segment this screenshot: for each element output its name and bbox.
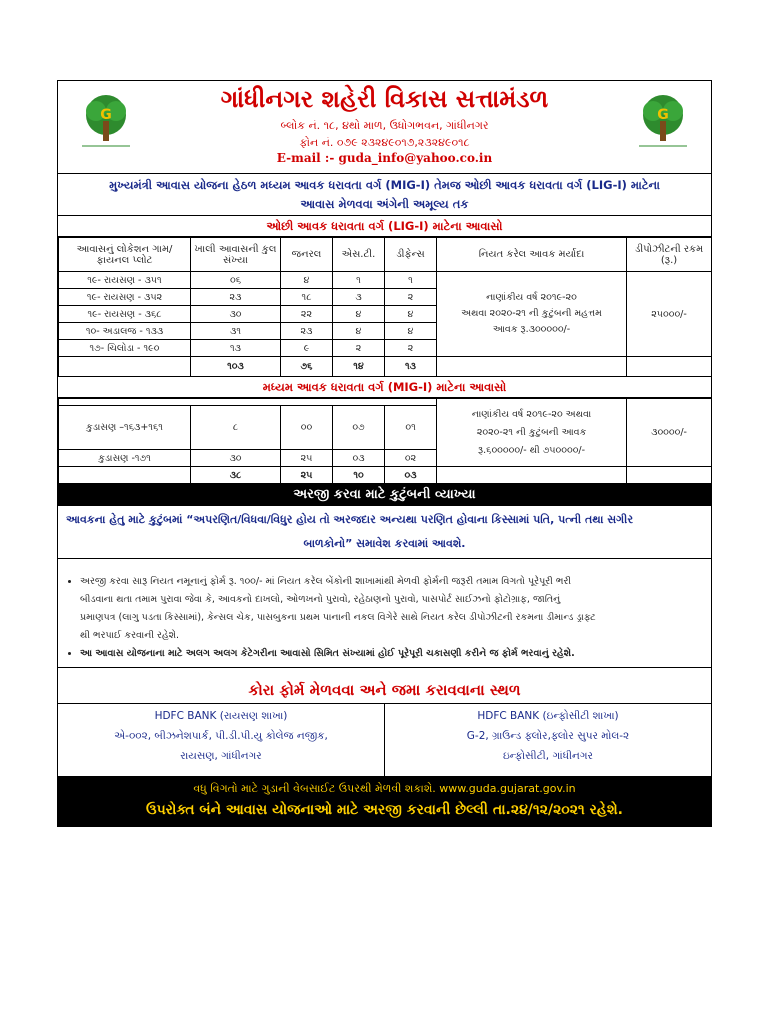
cell: ૧૦- અડાલજ - ૧૩૩ <box>59 323 191 340</box>
mig-income-limit <box>437 399 627 467</box>
cell: ૦૩ <box>385 467 437 484</box>
tree-logo-icon <box>74 91 138 163</box>
cell: ૩૧ <box>191 323 281 340</box>
cell: ૨૩ <box>191 289 281 306</box>
col-header-total: ખાલી આવાસની કુલ સંખ્યા <box>191 238 281 272</box>
cell: ૧૯- રાયસણ - ૩૬૮ <box>59 306 191 323</box>
income-line: ૨૦૨૦-૨૧ ની કુટુંબની આવક <box>476 426 587 438</box>
list-item <box>80 573 703 645</box>
col-header-st: એસ.ટી. <box>333 238 385 272</box>
form-place-title: કોરા ફોર્મ મેળવવા અને જમા કરાવવાના સ્થળ <box>58 677 711 704</box>
bank-city: ઇન્ફોસીટી, ગાંધીનગર <box>503 750 593 762</box>
lig-table <box>58 237 712 377</box>
cell: ૨૫ <box>281 450 333 467</box>
notice-document <box>57 80 712 827</box>
family-definition <box>58 506 711 559</box>
cell: ૨૩ <box>281 323 333 340</box>
lig-total-row <box>59 357 712 377</box>
bullet-line: થી ભરપાઈ કરવાની રહેશે. <box>80 629 180 641</box>
income-line: નાણાંકીય વર્ષ ૨૦૧૯-૨૦ અથવા <box>471 408 592 420</box>
cell: ૦૩ <box>333 450 385 467</box>
intro-text <box>58 174 711 216</box>
table-row <box>59 272 712 289</box>
cell: ૨ <box>385 289 437 306</box>
cell <box>437 357 627 377</box>
list-item: • આ આવાસ યોજનાના માટે અલગ અલગ કેટેગરીના આવાસો સિમિત સંખ્યામાં હોઈ પૂરેપૂરી ચકાસણી કરીને જ ફોર્મ ભરવાનું રહેશે. <box>80 645 703 663</box>
intro-line-1: મુખ્યમંત્રી આવાસ યોજના હેઠળ મધ્યમ આવક ધરાવતા વર્ગ (MIG-I) તેમજ ઓછી આવક ધરાવતા વર્ગ (LIG-I) માટેના <box>109 178 660 192</box>
cell: ૨ <box>333 340 385 357</box>
cell: ૪ <box>385 306 437 323</box>
col-header-location: આવાસનું લોકેશન ગામ/ ફાયનલ પ્લોટ <box>59 238 191 272</box>
svg-text:G: G <box>100 107 112 123</box>
header <box>58 81 711 174</box>
svg-text:G: G <box>657 107 669 123</box>
bank-name: HDFC BANK (ઇન્ફોસીટી શાખા) <box>477 710 619 722</box>
mig-deposit: ૩૦૦૦૦/- <box>627 399 712 467</box>
bank-raysan <box>58 704 385 776</box>
definition-line-2: બાળકોનો” સમાવેશ કરવામાં આવશે. <box>303 537 466 550</box>
cell <box>59 357 191 377</box>
col-header-deposit: ડીપોઝીટની રકમ (રૂ.) <box>627 238 712 272</box>
income-line: અથવા ૨૦૨૦-૨૧ ની કુટુંબની મહત્તમ <box>461 308 602 319</box>
cell: ૮ <box>191 406 281 450</box>
bank-address: G-2, ગ્રાઉન્ડ ફ્લોર,ફ્લોર સુપર મોલ-૨ <box>466 730 630 742</box>
cell: ૧૦ <box>333 467 385 484</box>
website-info[interactable]: વધુ વિગતો માટે ગુડાની વેબસાઈટ ઉપરથી મેળવી શકાશે. www.guda.gujarat.gov.in <box>193 782 576 795</box>
cell: ૦૦ <box>281 406 333 450</box>
spacer <box>59 399 437 406</box>
org-title: ગાંધીનગર શહેરી વિકાસ સત્તામંડળ <box>220 85 549 113</box>
cell: ૨ <box>385 340 437 357</box>
cell <box>627 357 712 377</box>
guda-logo-left <box>74 91 138 163</box>
footer <box>58 776 711 826</box>
bullet-line: પ્રમાણપત્ર (લાગુ પડતા કિસ્સામાં), કેન્સલ ચેક, પાસબુકના પ્રથમ પાનાની નકલ વિગેરે સાથે નિયત કરેલ ડીપોઝીટની રકમના ડીમાન્ડ ડ્રાફ્ટ <box>80 611 596 623</box>
cell: ૧૦૩ <box>191 357 281 377</box>
mig-table <box>58 398 712 484</box>
cell: ૧૩ <box>191 340 281 357</box>
bullet-line: બીડવાના થતા તમામ પુરાવા જેવા કે, આવકનો દાખલો, ઓળખનો પુરાવો, રહેઠાણનો પુરાવો, પાસપોર્ટ સાઈઝનો ફોટોગ્રાફ, જાતિનું <box>80 593 561 605</box>
cell: ૨૫ <box>281 467 333 484</box>
cell: ૭૬ <box>281 357 333 377</box>
cell: ૧૯- રાયસણ - ૩૫૧ <box>59 272 191 289</box>
lig-deposit: ૨૫૦૦૦/- <box>627 272 712 357</box>
family-definition-title: અરજી કરવા માટે કુટુંબની વ્યાખ્યા <box>58 484 711 506</box>
guda-logo-right <box>631 91 695 163</box>
cell: ૦૭ <box>333 406 385 450</box>
cell <box>437 467 627 484</box>
bank-address: એ-૦૦૨, બીઝનેશપાર્ક, પી.ડી.પી.યુ કોલેજ નજીક, <box>114 730 328 742</box>
mig-section-title: મધ્યમ આવક ધરાવતા વર્ગ (MIG-I) માટેના આવાસો <box>58 377 711 398</box>
cell <box>59 467 191 484</box>
cell <box>627 467 712 484</box>
cell: ૪ <box>281 272 333 289</box>
cell: ૧૭- ચિલોડા - ૧૯૦ <box>59 340 191 357</box>
cell: કુડાસણ -૧૭૧ <box>59 450 191 467</box>
definition-line-1: આવકના હેતુ માટે કુટુંબમાં “અપરણિત/વિધવા/વિધુર હોય તો અરજદાર અન્યથા પરણિત હોવાના કિસ્સામાં પતિ, પત્ની તથા સગીર <box>66 513 634 526</box>
bullet-line: અરજી કરવા સારૂ નિયત નમૂનાનું ફોર્મ રૂ. ૧૦૦/- માં નિયત કરેલ બેંકોની શાખામાંથી મેળવી ફોર્મની જરૂરી તમામ વિગતો પૂરેપૂરી ભરી <box>80 575 572 587</box>
instructions-list <box>58 569 711 668</box>
income-line: રૂ.૬૦૦૦૦૦/- થી ૭૫૦૦૦૦/- <box>478 444 586 456</box>
cell: ૩ <box>333 289 385 306</box>
cell: ૪ <box>333 323 385 340</box>
cell: ૨૨ <box>281 306 333 323</box>
cell: ૩૦ <box>191 306 281 323</box>
col-header-income: નિયત કરેલ આવક મર્યાદા <box>437 238 627 272</box>
cell: ૧૩ <box>385 357 437 377</box>
mig-total-row <box>59 467 712 484</box>
cell: ૪ <box>385 323 437 340</box>
col-header-defence: ડીફેન્સ <box>385 238 437 272</box>
org-address: બ્લોક નં. ૧૮, ૪થો માળ, ઉધોગભવન, ગાંધીનગર <box>280 119 489 132</box>
cell: ૯ <box>281 340 333 357</box>
tree-logo-icon <box>631 91 695 163</box>
last-date-notice: ઉપરોક્ત બંને આવાસ યોજનાઓ માટે અરજી કરવાની છેલ્લી તા.૨૪/૧૨/૨૦૨૧ રહેશે. <box>146 802 623 818</box>
intro-line-2: આવાસ મેળવવા અંગેની અમૂલ્ય તક <box>300 197 469 211</box>
income-line: નાણાંકીય વર્ષ ૨૦૧૯-૨૦ <box>486 292 577 303</box>
cell: ૩૦ <box>191 450 281 467</box>
cell: ૦૬ <box>191 272 281 289</box>
org-phone: ફોન નં. ૦૭૯ ૨૩૨૪૯૦૧૭,૨૩૨૪૯૦૧૮ <box>299 136 470 149</box>
bank-locations <box>58 704 711 776</box>
lig-income-limit <box>437 272 627 357</box>
bank-infocity <box>385 704 711 776</box>
cell: કુડાસણ –૧૬૩+૧૬૧ <box>59 406 191 450</box>
cell: ૦૨ <box>385 450 437 467</box>
cell: ૧૮ <box>281 289 333 306</box>
lig-section-title: ઓછી આવક ધરાવતા વર્ગ (LIG-I) માટેના આવાસો <box>58 216 711 237</box>
income-line: આવક રૂ.૩૦૦૦૦૦/- <box>492 324 571 335</box>
cell: ૧ <box>385 272 437 289</box>
col-header-general: જનરલ <box>281 238 333 272</box>
bank-city: રાયસણ, ગાંધીનગર <box>180 750 262 762</box>
cell: ૧ <box>333 272 385 289</box>
bank-name: HDFC BANK (રાયસણ શાખા) <box>154 710 288 722</box>
cell: ૪ <box>333 306 385 323</box>
cell: ૩૮ <box>191 467 281 484</box>
org-email[interactable]: E-mail :- guda_info@yahoo.co.in <box>276 151 493 165</box>
cell: ૦૧ <box>385 406 437 450</box>
cell: ૧૪ <box>333 357 385 377</box>
cell: ૧૯- રાયસણ - ૩૫૨ <box>59 289 191 306</box>
